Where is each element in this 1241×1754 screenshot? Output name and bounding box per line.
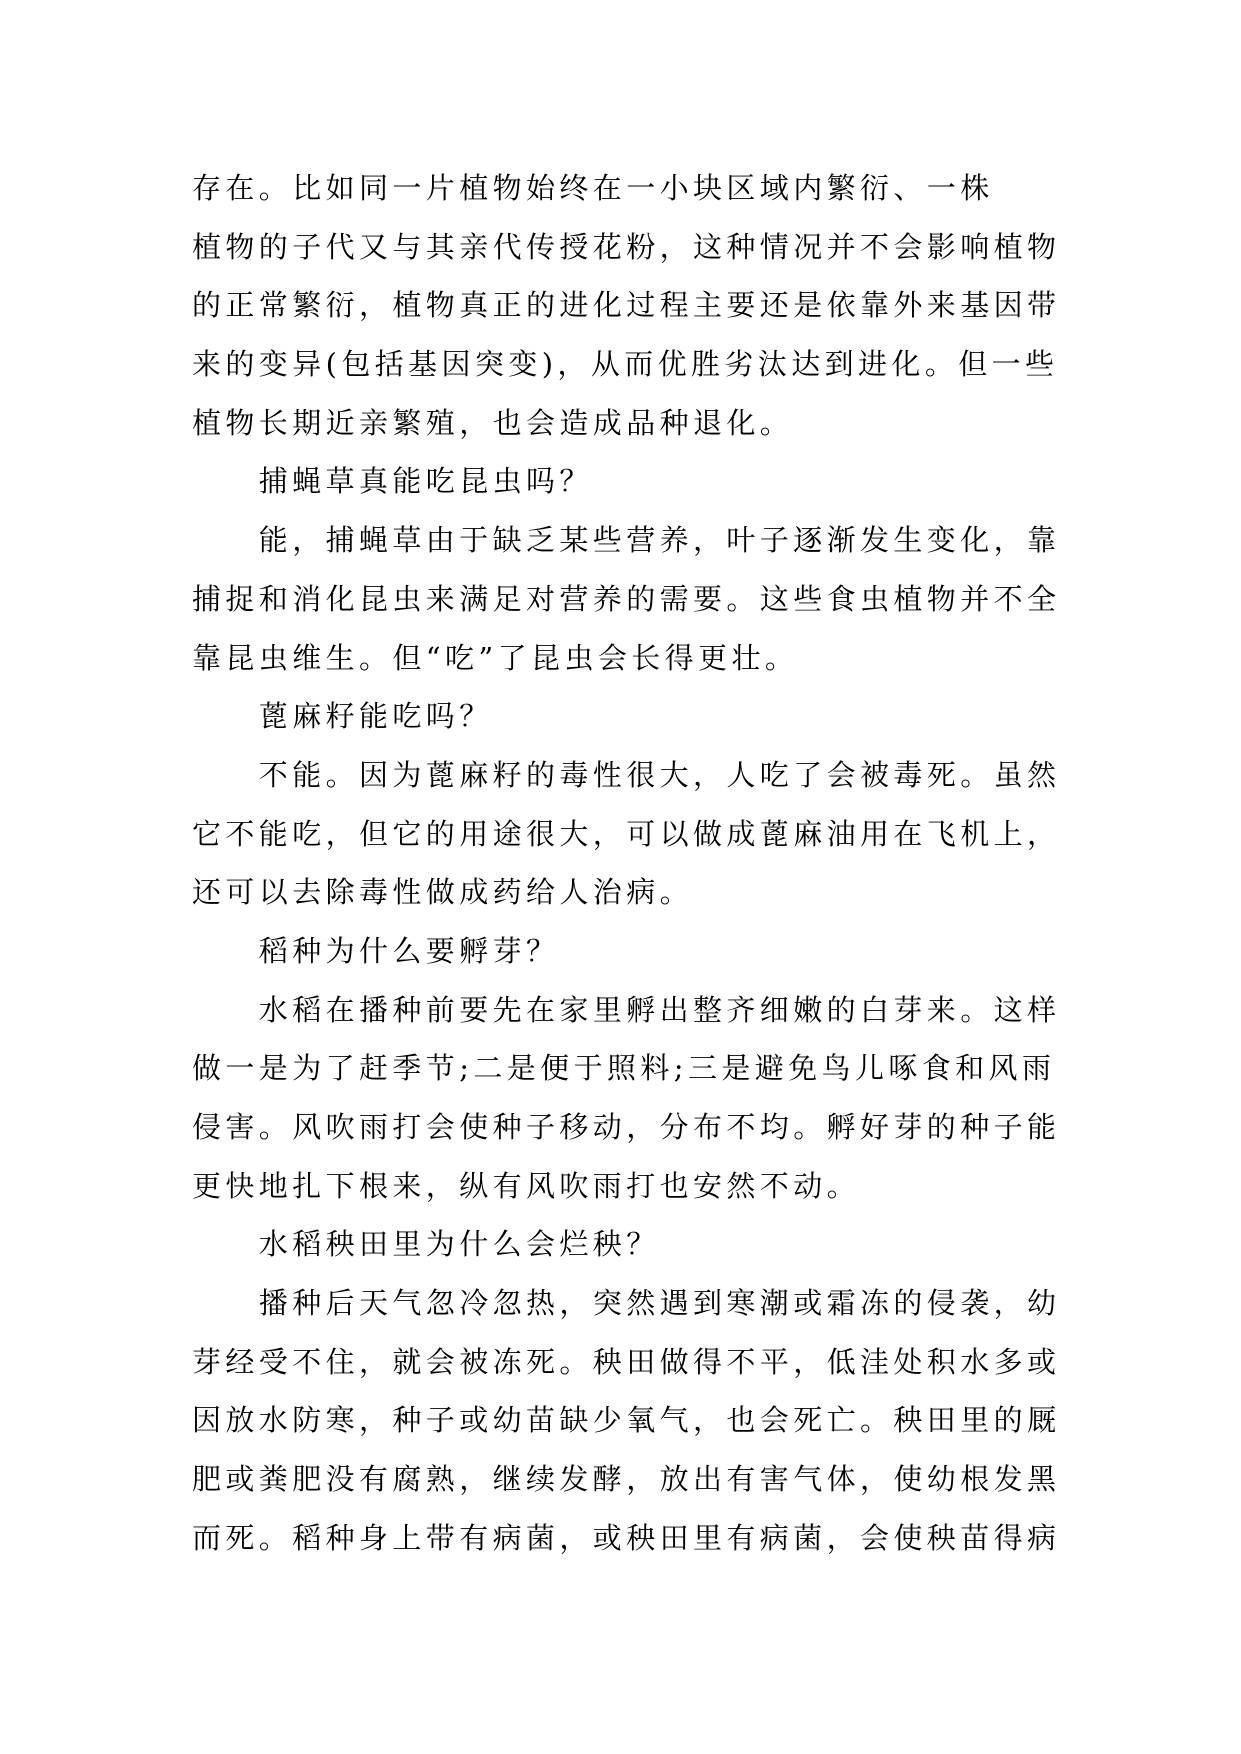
text-line: 还可以去除毒性做成药给人治病。 bbox=[192, 875, 694, 910]
answer-paragraph bbox=[192, 981, 1060, 1216]
text-line: 水稻秧田里为什么会烂秧？ bbox=[258, 1227, 660, 1262]
document-body bbox=[192, 159, 1060, 1568]
text-line: 来的变异(包括基因突变)，从而优胜劣汰达到进化。但一些 bbox=[192, 347, 1059, 382]
text-line: 植物的子代又与其亲代传授花粉，这种情况并不会影响植物 bbox=[192, 229, 1061, 264]
text-line: 稻种为什么要孵芽？ bbox=[258, 933, 560, 968]
question-heading bbox=[192, 687, 1060, 746]
answer-paragraph bbox=[192, 511, 1060, 687]
text-line: 芽经受不住，就会被冻死。秧田做得不平，低洼处积水多或 bbox=[192, 1344, 1061, 1379]
text-line: 做一是为了赶季节;二是便于照料;三是避免鸟儿啄食和风雨 bbox=[192, 1051, 1056, 1086]
text-line: 水稻在播种前要先在家里孵出整齐细嫩的白芽来。这样 bbox=[258, 992, 1061, 1027]
text-line: 因放水防寒，种子或幼苗缺少氧气，也会死亡。秧田里的厩 bbox=[192, 1403, 1061, 1438]
text-line: 更快地扎下根来，纵有风吹雨打也安然不动。 bbox=[192, 1168, 861, 1203]
question-heading bbox=[192, 922, 1060, 981]
text-line: 捕蝇草真能吃昆虫吗？ bbox=[258, 464, 593, 499]
answer-paragraph bbox=[192, 746, 1060, 922]
text-line: 播种后天气忽冷忽热，突然遇到寒潮或霜冻的侵袭，幼 bbox=[258, 1286, 1061, 1321]
text-line: 它不能吃，但它的用途很大，可以做成蓖麻油用在飞机上， bbox=[192, 816, 1061, 851]
question-heading bbox=[192, 452, 1060, 511]
continued-paragraph bbox=[192, 159, 1060, 452]
text-line: 侵害。风吹雨打会使种子移动，分布不均。孵好芽的种子能 bbox=[192, 1110, 1061, 1144]
question-heading bbox=[192, 1215, 1060, 1274]
text-line: 存在。比如同一片植物始终在一小块区域内繁衍、一株 bbox=[192, 171, 994, 205]
text-line: 植物长期近亲繁殖，也会造成品种退化。 bbox=[192, 405, 794, 440]
text-line: 捕捉和消化昆虫来满足对营养的需要。这些食虫植物并不全 bbox=[192, 581, 1061, 616]
text-line: 不能。因为蓖麻籽的毒性很大，人吃了会被毒死。虽然 bbox=[258, 757, 1061, 792]
text-line: 靠昆虫维生。但“吃”了昆虫会长得更壮。 bbox=[192, 640, 799, 675]
text-line: 肥或粪肥没有腐熟，继续发酵，放出有害气体，使幼根发黑 bbox=[192, 1462, 1061, 1497]
text-line: 能，捕蝇草由于缺乏某些营养，叶子逐渐发生变化，靠 bbox=[258, 523, 1061, 558]
text-line: 的正常繁衍，植物真正的进化过程主要还是依靠外来基因带 bbox=[192, 288, 1061, 323]
answer-paragraph bbox=[192, 1274, 1060, 1567]
text-line: 蓖麻籽能吃吗？ bbox=[258, 699, 493, 734]
text-line: 而死。稻种身上带有病菌，或秧田里有病菌，会使秧苗得病 bbox=[192, 1520, 1061, 1555]
